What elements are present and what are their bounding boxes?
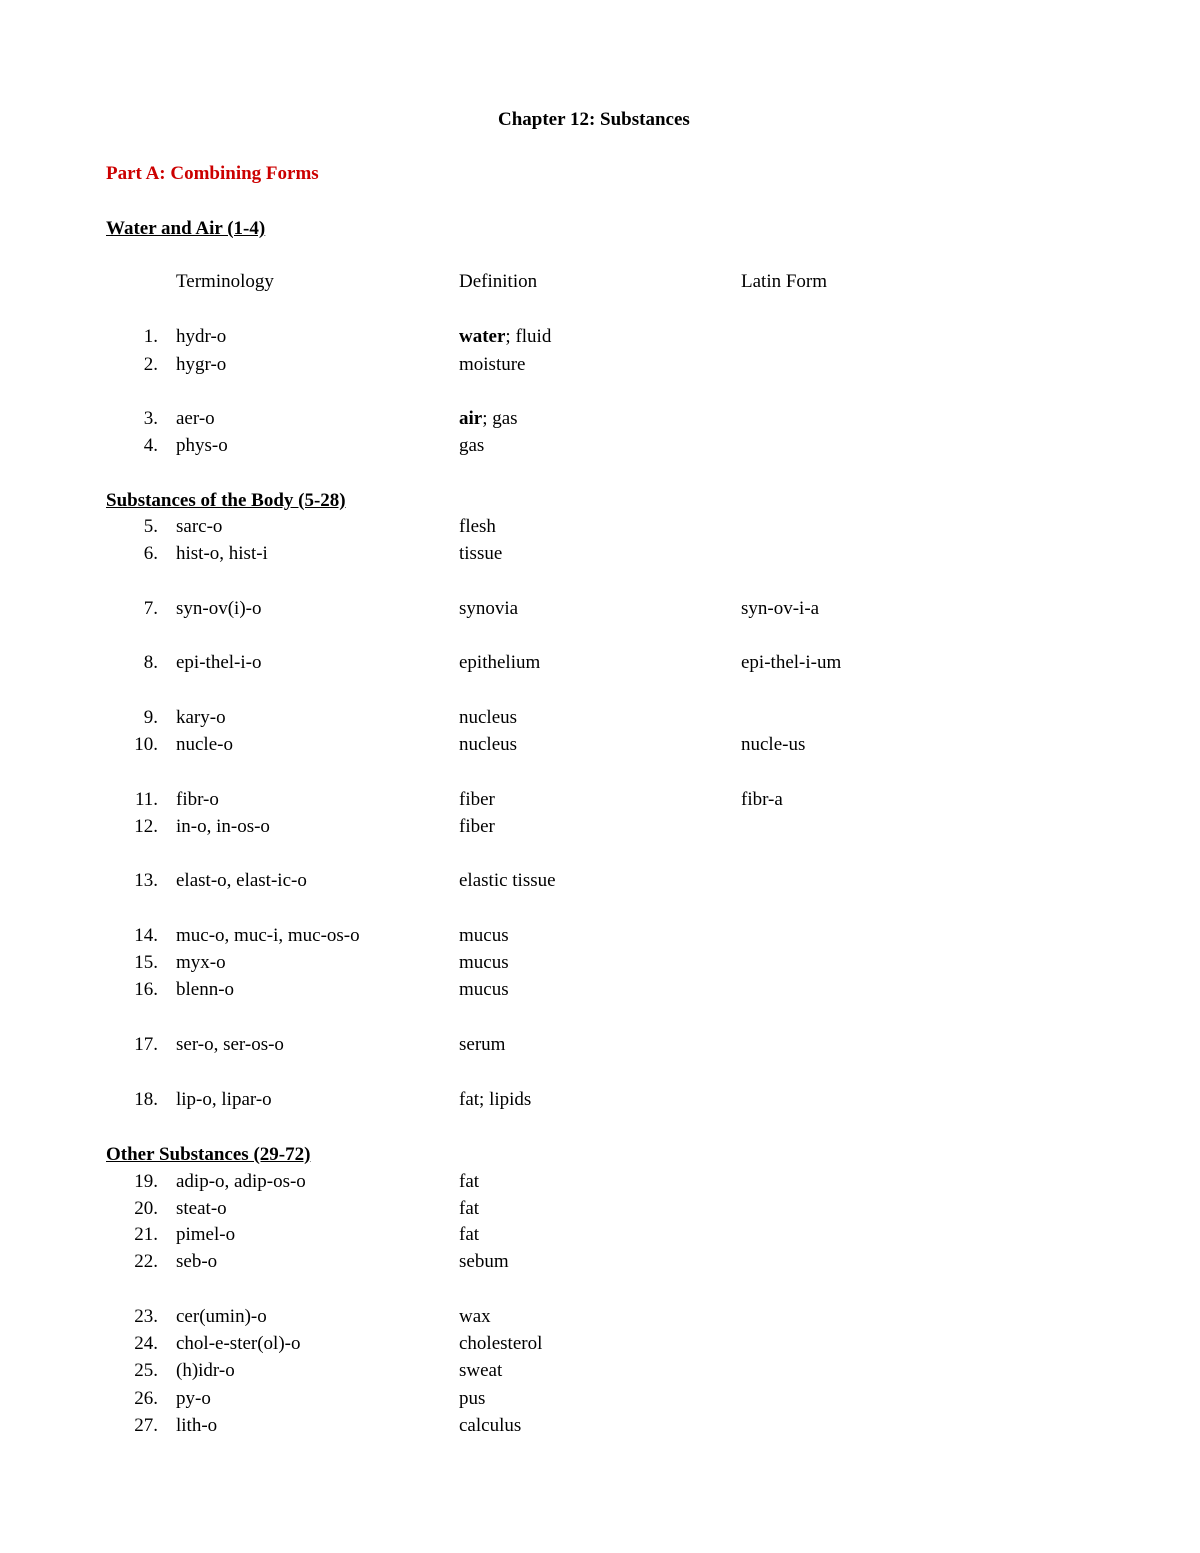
entry-term: kary-o — [176, 707, 226, 728]
entry-definition-text: flesh — [459, 516, 496, 537]
entry-number: 20. — [134, 1198, 158, 1219]
entry-term: lith-o — [176, 1415, 218, 1436]
entry-definition — [459, 1199, 479, 1218]
entry-definition-text: fat — [459, 1198, 480, 1219]
entry-definition — [459, 790, 495, 809]
entry-definition — [459, 1090, 531, 1109]
entry-term: hygr-o — [176, 354, 227, 375]
entry-definition-text: mucus — [459, 952, 509, 973]
entry-definition-emphasis: water — [459, 326, 506, 347]
entry-definition — [459, 1334, 542, 1353]
entry-term: chol-e-ster(ol)-o — [176, 1333, 301, 1354]
entry-definition — [459, 980, 509, 999]
entry-term: ser-o, ser-os-o — [176, 1034, 284, 1055]
entry-term: fibr-o — [176, 789, 219, 810]
column-header-latin-form: Latin Form — [741, 271, 828, 292]
entry-number: 13. — [134, 870, 158, 891]
entry-number: 11. — [134, 789, 158, 810]
entry-definition — [459, 355, 526, 374]
entry-term: cer(umin)-o — [176, 1306, 267, 1327]
entry-definition-text: wax — [459, 1306, 491, 1327]
entry-definition — [459, 653, 540, 672]
entry-definition — [459, 327, 551, 346]
entry-definition — [459, 1389, 485, 1408]
entry-number: 15. — [134, 952, 158, 973]
entry-latin-form: epi-thel-i-um — [741, 652, 842, 673]
entry-term: nucle-o — [176, 734, 233, 755]
entry-definition — [459, 409, 518, 428]
entry-definition — [459, 708, 517, 727]
entry-latin-form: fibr-a — [741, 789, 783, 810]
entry-definition — [459, 1172, 479, 1191]
entry-definition-text: fat; lipids — [459, 1089, 532, 1110]
entry-definition-text: sebum — [459, 1251, 509, 1272]
entry-number: 23. — [134, 1306, 158, 1327]
entry-definition-text: fiber — [459, 816, 495, 837]
entry-term: py-o — [176, 1388, 211, 1409]
entry-term: syn-ov(i)-o — [176, 598, 262, 619]
entry-term: blenn-o — [176, 979, 235, 1000]
entry-term: seb-o — [176, 1251, 218, 1272]
entry-definition-text: ; fluid — [505, 326, 552, 347]
entry-term: sarc-o — [176, 516, 223, 537]
entry-term: (h)idr-o — [176, 1360, 235, 1381]
entry-definition-emphasis: air — [459, 408, 483, 429]
entry-definition-text: pus — [459, 1388, 486, 1409]
entry-number: 18. — [134, 1089, 158, 1110]
entry-term: hist-o, hist-i — [176, 543, 268, 564]
entry-number: 4. — [143, 435, 158, 456]
entry-definition — [459, 1416, 521, 1435]
entry-definition-text: calculus — [459, 1415, 522, 1436]
entry-definition — [459, 1035, 505, 1054]
entry-definition-text: moisture — [459, 354, 526, 375]
entry-definition — [459, 817, 495, 836]
entry-number: 6. — [143, 543, 158, 564]
section-heading: Other Substances (29-72) — [106, 1144, 311, 1165]
entry-number: 10. — [134, 734, 158, 755]
entry-definition — [459, 599, 518, 618]
entry-latin-form: nucle-us — [741, 734, 806, 755]
entry-term: elast-o, elast-ic-o — [176, 870, 307, 891]
entry-number: 9. — [143, 707, 158, 728]
entry-term: muc-o, muc-i, muc-os-o — [176, 925, 360, 946]
entry-term: aer-o — [176, 408, 215, 429]
page-title: Chapter 12: Substances — [498, 109, 690, 130]
entry-definition-text: sweat — [459, 1360, 503, 1381]
entry-term: hydr-o — [176, 326, 227, 347]
entry-definition-text: nucleus — [459, 734, 518, 755]
entry-definition-text: elastic tissue — [459, 870, 556, 891]
entry-number: 2. — [143, 354, 158, 375]
entry-definition — [459, 926, 509, 945]
section-heading: Substances of the Body (5-28) — [106, 490, 346, 511]
entry-definition — [459, 871, 556, 890]
entry-definition — [459, 735, 517, 754]
entry-number: 3. — [143, 408, 158, 429]
entry-definition-text: nucleus — [459, 707, 518, 728]
entry-definition — [459, 1361, 502, 1380]
entry-number: 26. — [134, 1388, 158, 1409]
entry-definition-text: fat — [459, 1171, 480, 1192]
entry-number: 22. — [134, 1251, 158, 1272]
entry-definition-text: gas — [459, 435, 485, 456]
entry-latin-form: syn-ov-i-a — [741, 598, 820, 619]
entry-definition-text: mucus — [459, 979, 509, 1000]
entry-number: 24. — [134, 1333, 158, 1354]
section-heading: Water and Air (1-4) — [106, 218, 266, 239]
entry-definition-text: synovia — [459, 598, 519, 619]
entry-definition — [459, 953, 509, 972]
entry-number: 21. — [134, 1224, 158, 1245]
entry-number: 8. — [143, 652, 158, 673]
entry-term: pimel-o — [176, 1224, 236, 1245]
entry-definition-text: ; gas — [482, 408, 518, 429]
entry-number: 5. — [143, 516, 158, 537]
entry-term: steat-o — [176, 1198, 227, 1219]
entry-number: 27. — [134, 1415, 158, 1436]
entry-number: 1. — [143, 326, 158, 347]
entry-number: 16. — [134, 979, 158, 1000]
column-header-definition: Definition — [459, 271, 538, 292]
entry-term: in-o, in-os-o — [176, 816, 270, 837]
entry-definition — [459, 1307, 491, 1326]
entry-number: 12. — [134, 816, 158, 837]
entry-definition-text: serum — [459, 1034, 506, 1055]
entry-number: 25. — [134, 1360, 158, 1381]
entry-term: myx-o — [176, 952, 226, 973]
entry-definition — [459, 436, 484, 455]
entry-definition — [459, 1252, 509, 1271]
entry-definition-text: cholesterol — [459, 1333, 543, 1354]
entry-number: 17. — [134, 1034, 158, 1055]
entry-definition-text: fiber — [459, 789, 495, 810]
entry-definition-text: epithelium — [459, 652, 541, 673]
entry-definition-text: tissue — [459, 543, 503, 564]
entry-definition-text: mucus — [459, 925, 509, 946]
entry-term: epi-thel-i-o — [176, 652, 262, 673]
entry-definition — [459, 1225, 479, 1244]
entry-definition — [459, 517, 496, 536]
entry-number: 14. — [134, 925, 158, 946]
entry-number: 7. — [143, 598, 158, 619]
entry-term: adip-o, adip-os-o — [176, 1171, 306, 1192]
part-title: Part A: Combining Forms — [106, 163, 319, 184]
entry-definition — [459, 544, 502, 563]
entry-term: lip-o, lipar-o — [176, 1089, 272, 1110]
column-header-terminology: Terminology — [176, 271, 274, 292]
entry-number: 19. — [134, 1171, 158, 1192]
entry-term: phys-o — [176, 435, 228, 456]
entry-definition-text: fat — [459, 1224, 480, 1245]
